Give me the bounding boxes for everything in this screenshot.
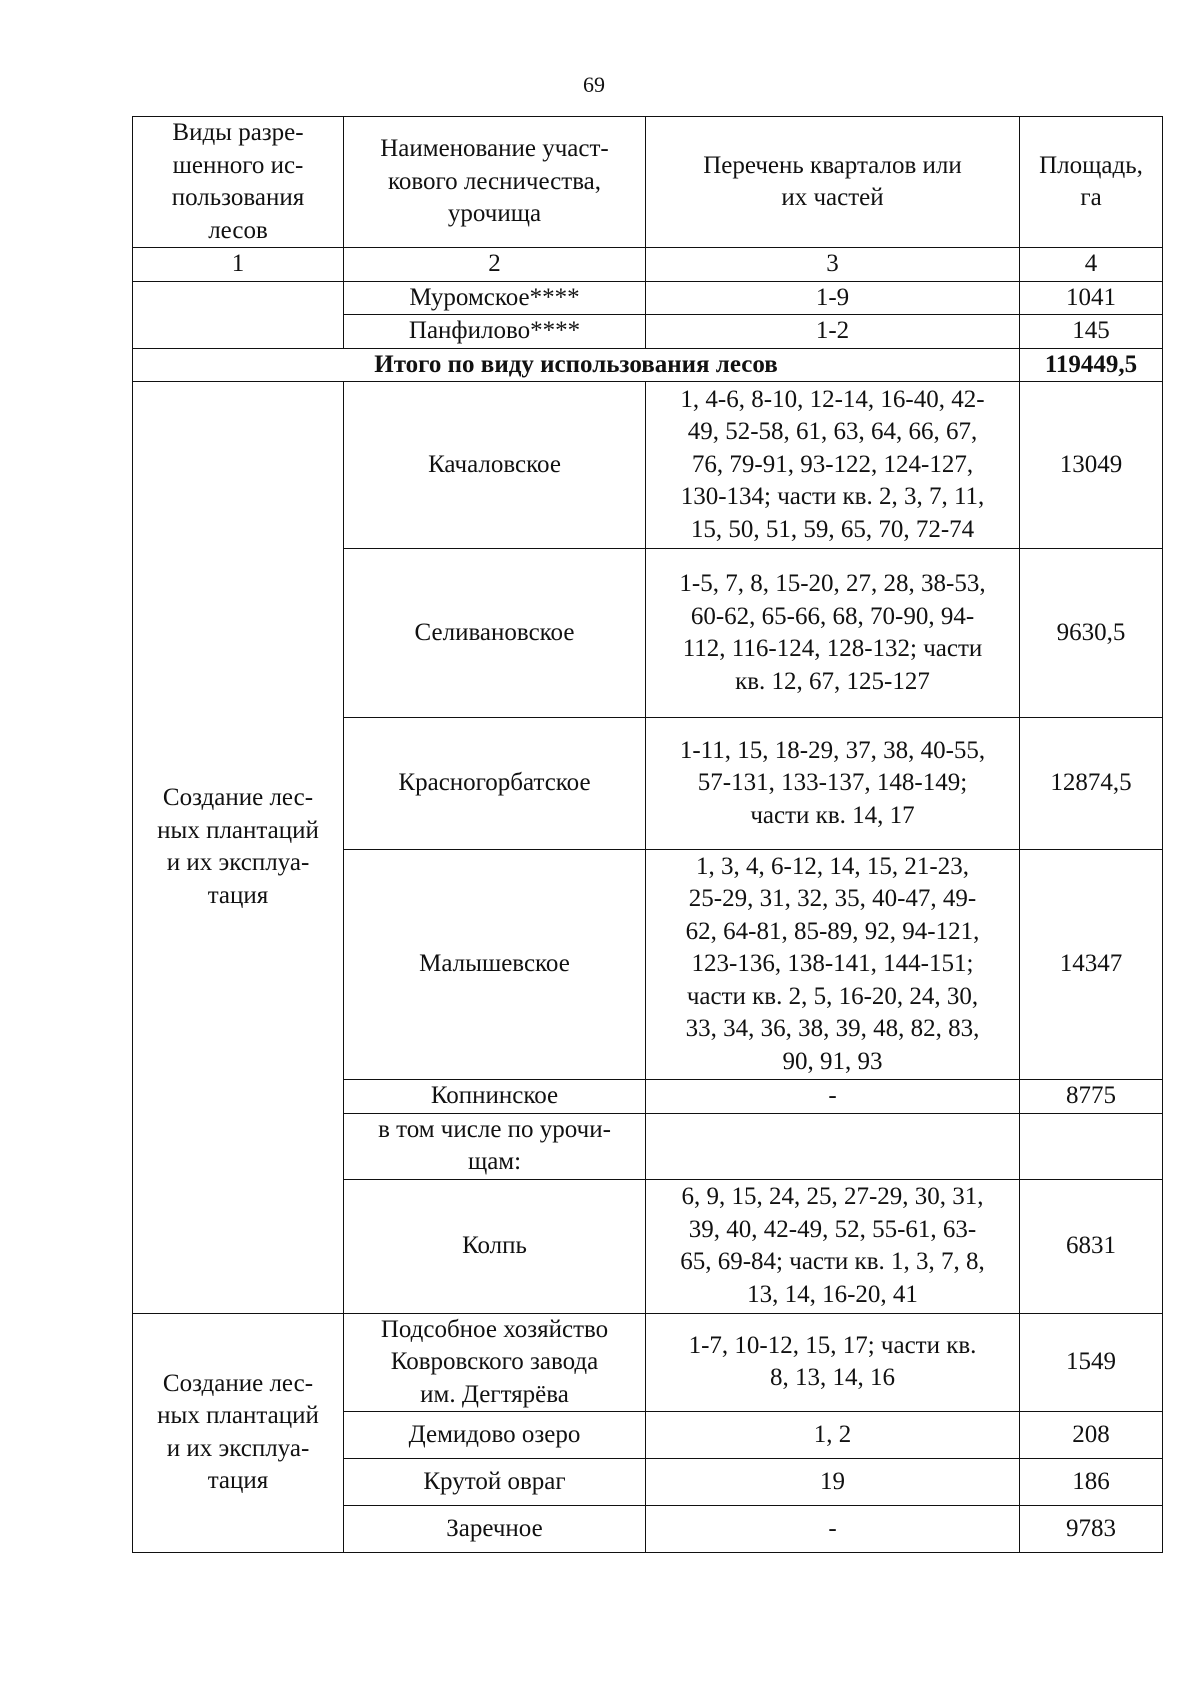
area-value: 1549 [1020, 1313, 1163, 1412]
area-value: 14347 [1020, 850, 1163, 1080]
quarters-list: 1, 4-6, 8-10, 12-14, 16-40, 42- 49, 52-58, 61, 63, 64, 66, 67, 76, 79-91, 93-122, 124-127, 130-134; части кв. 2, 3, 7, 11, 15, 50, 51, 59, 65, 70, 72-74 [646, 382, 1020, 549]
quarters-list: - [646, 1506, 1020, 1553]
quarters-list: 1, 2 [646, 1412, 1020, 1459]
forest-use-type: Создание лес- ных плантаций и их эксплуа- тация [133, 382, 344, 1314]
quarters-list: 1-2 [646, 315, 1020, 349]
area-value: 6831 [1020, 1179, 1163, 1313]
quarters-list: - [646, 1080, 1020, 1114]
column-number: 1 [133, 248, 344, 282]
empty-type-cell [133, 281, 344, 348]
header-row [133, 117, 1163, 248]
header-area: Площадь, га [1020, 117, 1163, 248]
forest-use-type: Создание лес- ных плантаций и их эксплуа- тация [133, 1313, 344, 1553]
district-name: Заречное [344, 1506, 646, 1553]
total-row [133, 348, 1163, 382]
district-name: Крутой овраг [344, 1459, 646, 1506]
table-row [133, 1313, 1163, 1412]
district-name: Красногорбатское [344, 718, 646, 850]
total-value: 119449,5 [1020, 348, 1163, 382]
district-name: Качаловское [344, 382, 646, 549]
quarters-list: 19 [646, 1459, 1020, 1506]
district-name: Демидово озеро [344, 1412, 646, 1459]
district-name: Муромское**** [344, 281, 646, 315]
header-quarters-list: Перечень кварталов или их частей [646, 117, 1020, 248]
district-name: Селивановское [344, 549, 646, 718]
area-value: 9783 [1020, 1506, 1163, 1553]
district-subheading: в том числе по урочи- щам: [344, 1113, 646, 1179]
area-value: 208 [1020, 1412, 1163, 1459]
column-number: 4 [1020, 248, 1163, 282]
area-value: 1041 [1020, 281, 1163, 315]
area-value: 9630,5 [1020, 549, 1163, 718]
column-number: 2 [344, 248, 646, 282]
district-name: Копнинское [344, 1080, 646, 1114]
area-value [1020, 1113, 1163, 1179]
table-row [133, 382, 1163, 549]
district-name: Малышевское [344, 850, 646, 1080]
quarters-list: 6, 9, 15, 24, 25, 27-29, 30, 31, 39, 40, 42-49, 52, 55-61, 63- 65, 69-84; части кв. 1, 3, 7, 8, 13, 14, 16-20, 41 [646, 1179, 1020, 1313]
quarters-list: 1-9 [646, 281, 1020, 315]
page-number: 69 [583, 72, 605, 97]
forest-use-table [132, 116, 1163, 1553]
column-number-row [133, 248, 1163, 282]
header-district-name: Наименование участ- кового лесничества, урочища [344, 117, 646, 248]
column-number: 3 [646, 248, 1020, 282]
area-value: 12874,5 [1020, 718, 1163, 850]
area-value: 13049 [1020, 382, 1163, 549]
total-label: Итого по виду использования лесов [133, 348, 1020, 382]
area-value: 145 [1020, 315, 1163, 349]
quarters-list: 1-7, 10-12, 15, 17; части кв. 8, 13, 14, 16 [646, 1313, 1020, 1412]
area-value: 8775 [1020, 1080, 1163, 1114]
quarters-list [646, 1113, 1020, 1179]
header-forest-use-type: Виды разре- шенного ис- пользования лесов [133, 117, 344, 248]
area-value: 186 [1020, 1459, 1163, 1506]
quarters-list: 1, 3, 4, 6-12, 14, 15, 21-23, 25-29, 31, 32, 35, 40-47, 49- 62, 64-81, 85-89, 92, 94-121, 123-136, 138-141, 144-151; части кв. 2, 5, 16-20, 24, 30, 33, 34, 36, 38, 39, 48, 82, 83, 90, 91, 93 [646, 850, 1020, 1080]
district-name: Панфилово**** [344, 315, 646, 349]
table-row [133, 281, 1163, 315]
quarters-list: 1-5, 7, 8, 15-20, 27, 28, 38-53, 60-62, 65-66, 68, 70-90, 94- 112, 116-124, 128-132; части кв. 12, 67, 125-127 [646, 549, 1020, 718]
quarters-list: 1-11, 15, 18-29, 37, 38, 40-55, 57-131, 133-137, 148-149; части кв. 14, 17 [646, 718, 1020, 850]
district-name: Подсобное хозяйство Ковровского завода им. Дегтярёва [344, 1313, 646, 1412]
district-name: Колпь [344, 1179, 646, 1313]
